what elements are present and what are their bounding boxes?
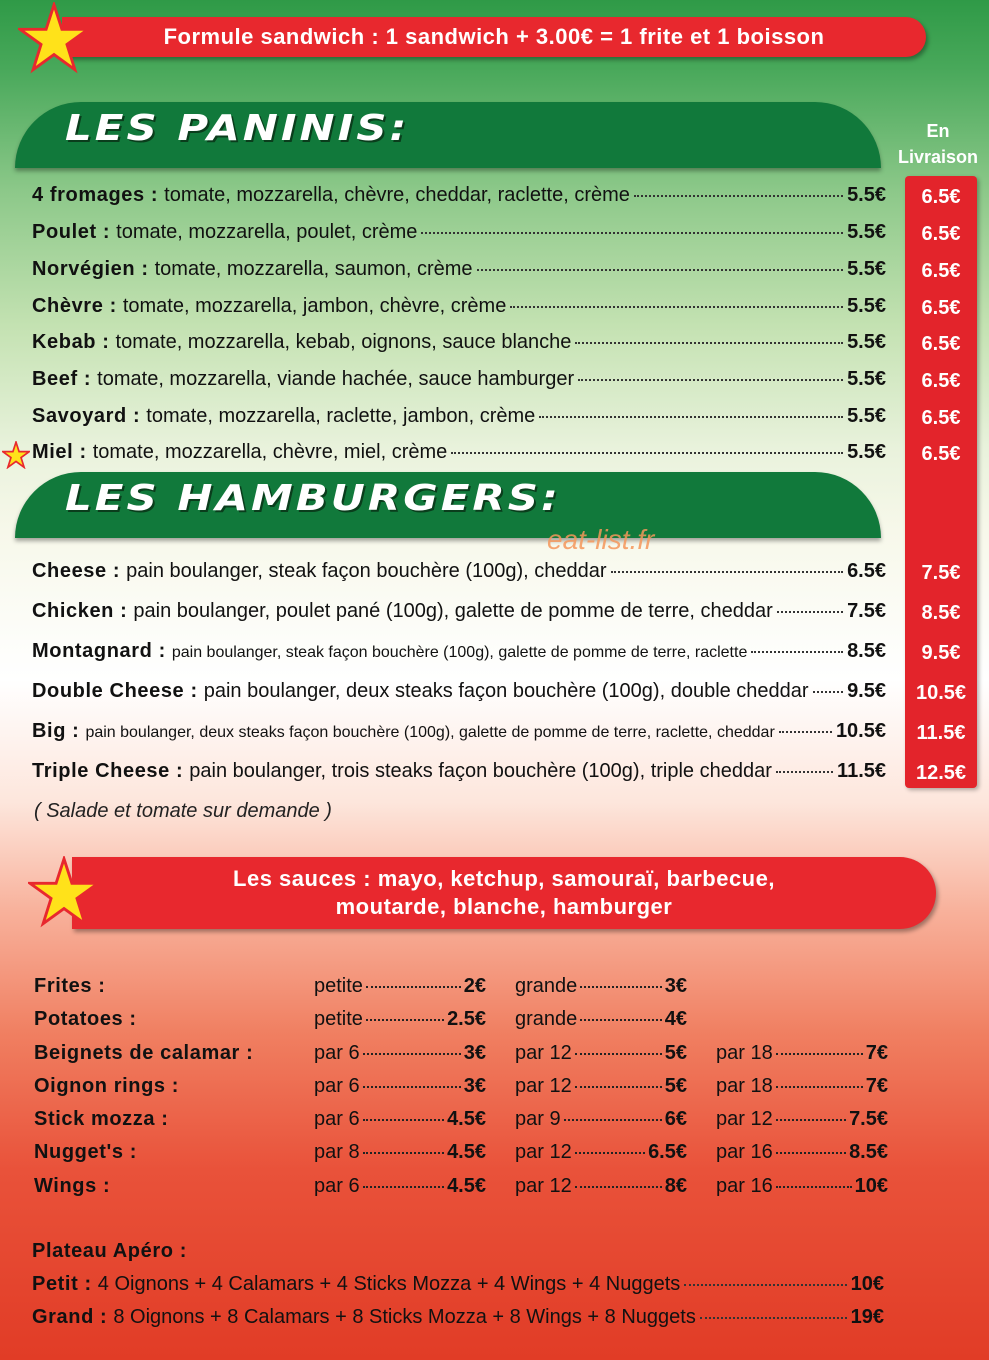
side-option <box>314 1175 486 1198</box>
dot-leader <box>539 416 843 418</box>
side-price: 10€ <box>854 1175 888 1197</box>
hamburgers-title: LES HAMBURGERS: <box>65 477 561 519</box>
delivery-header-line1: En <box>926 121 950 141</box>
item-price: 5.5€ <box>847 258 886 280</box>
delivery-header-line2: Livraison <box>897 147 979 167</box>
sauces-line2: moutarde, blanche, hamburger <box>335 894 673 919</box>
dot-leader <box>684 1284 846 1286</box>
item-name: Grand : <box>32 1306 108 1328</box>
item-price: 5.5€ <box>847 441 886 463</box>
delivery-price: 6.5€ <box>921 260 961 282</box>
side-price: 8.5€ <box>849 1141 888 1163</box>
paninis-row <box>32 368 886 391</box>
delivery-price: 7.5€ <box>921 562 961 584</box>
dot-leader <box>366 1019 444 1021</box>
dot-leader <box>363 1053 461 1055</box>
dot-leader <box>578 379 843 381</box>
hamburgers-row <box>32 720 886 743</box>
side-label: Stick mozza : <box>34 1108 169 1130</box>
item-price: 10.5€ <box>835 720 886 742</box>
side-price: 4€ <box>664 1008 687 1030</box>
formule-banner <box>62 17 926 57</box>
side-quantity: par 12 <box>515 1042 572 1064</box>
item-price: 5.5€ <box>847 405 886 427</box>
side-price: 6.5€ <box>648 1141 687 1163</box>
item-price: 5.5€ <box>847 184 886 206</box>
delivery-price: 10.5€ <box>915 682 967 704</box>
side-quantity: par 12 <box>716 1108 773 1130</box>
item-description: tomate, mozzarella, raclette, jambon, crème <box>146 405 536 427</box>
side-option <box>515 1175 687 1198</box>
side-option <box>515 1042 687 1065</box>
item-description: pain boulanger, steak façon bouchère (100g), cheddar <box>126 560 607 582</box>
item-name: Kebab : <box>32 331 110 353</box>
delivery-price: 9.5€ <box>921 642 961 664</box>
side-quantity: par 16 <box>716 1141 773 1163</box>
item-description: tomate, mozzarella, kebab, oignons, sauce blanche <box>115 331 572 353</box>
side-price: 4.5€ <box>447 1175 486 1197</box>
paninis-row <box>32 221 886 244</box>
hamburgers-header <box>15 472 881 538</box>
item-name: 4 fromages : <box>32 184 159 206</box>
item-name: Beef : <box>32 368 92 390</box>
side-quantity: grande <box>515 975 578 997</box>
plateau-title: Plateau Apéro : <box>32 1240 187 1262</box>
side-price: 8€ <box>664 1175 687 1197</box>
item-price: 5.5€ <box>847 221 886 243</box>
item-price: 5.5€ <box>847 331 886 353</box>
side-option <box>314 1042 486 1065</box>
dot-leader <box>575 1053 662 1055</box>
side-price: 6€ <box>664 1108 687 1130</box>
star-icon <box>28 856 100 928</box>
side-price: 4.5€ <box>447 1108 486 1130</box>
dot-leader <box>363 1086 461 1088</box>
side-price: 7€ <box>865 1042 888 1064</box>
item-name: Poulet : <box>32 221 111 243</box>
item-description: pain boulanger, poulet pané (100g), galette de pomme de terre, cheddar <box>133 600 773 622</box>
watermark: eat-list.fr <box>547 524 655 555</box>
side-option <box>716 1175 888 1198</box>
side-price: 3€ <box>463 1042 486 1064</box>
delivery-price: 6.5€ <box>921 186 961 208</box>
side-price: 5€ <box>664 1075 687 1097</box>
item-price: 19€ <box>850 1306 884 1328</box>
plateau-row <box>32 1273 884 1296</box>
side-option <box>314 1108 486 1131</box>
paninis-title: LES PANINIS: <box>65 107 410 149</box>
side-price: 7€ <box>865 1075 888 1097</box>
side-option <box>515 975 687 998</box>
delivery-price: 6.5€ <box>921 370 961 392</box>
dot-leader <box>813 691 843 693</box>
hamburgers-row <box>32 600 886 623</box>
dot-leader <box>634 195 843 197</box>
dot-leader <box>777 611 843 613</box>
dot-leader <box>575 342 843 344</box>
dot-leader <box>700 1317 847 1319</box>
dot-leader <box>366 986 461 988</box>
dot-leader <box>776 1119 846 1121</box>
sauces-line1: Les sauces : mayo, ketchup, samouraï, barbecue, <box>233 866 775 891</box>
dot-leader <box>564 1119 662 1121</box>
item-description: tomate, mozzarella, jambon, chèvre, crème <box>122 295 507 317</box>
side-quantity: par 18 <box>716 1075 773 1097</box>
item-price: 6.5€ <box>847 560 886 582</box>
item-description: tomate, mozzarella, chèvre, miel, crème <box>92 441 448 463</box>
item-price: 5.5€ <box>847 368 886 390</box>
item-price: 7.5€ <box>847 600 886 622</box>
item-price: 11.5€ <box>837 760 886 782</box>
dot-leader <box>776 1053 863 1055</box>
dot-leader <box>751 651 843 653</box>
dot-leader <box>451 452 843 454</box>
side-quantity: par 9 <box>515 1108 561 1130</box>
item-name: Chicken : <box>32 600 128 622</box>
item-description: 4 Oignons + 4 Calamars + 4 Sticks Mozza + 4 Wings + 4 Nuggets <box>97 1273 681 1295</box>
item-name: Chèvre : <box>32 295 117 317</box>
side-quantity: par 12 <box>515 1175 572 1197</box>
delivery-header <box>888 118 988 170</box>
plateau-row <box>32 1306 884 1329</box>
side-label: Oignon rings : <box>34 1075 180 1097</box>
dot-leader <box>776 1086 863 1088</box>
item-name: Big : <box>32 720 80 742</box>
star-icon <box>2 441 30 469</box>
dot-leader <box>776 1186 852 1188</box>
side-quantity: petite <box>314 975 363 997</box>
hamburgers-row <box>32 640 886 663</box>
item-name: Triple Cheese : <box>32 760 184 782</box>
dot-leader <box>575 1186 662 1188</box>
side-price: 7.5€ <box>849 1108 888 1130</box>
item-description: pain boulanger, steak façon bouchère (100g), galette de pomme de terre, raclette <box>171 644 748 661</box>
side-option <box>515 1141 687 1164</box>
side-quantity: par 12 <box>515 1141 572 1163</box>
item-description: pain boulanger, trois steaks façon bouchère (100g), triple cheddar <box>189 760 772 782</box>
delivery-price: 6.5€ <box>921 443 961 465</box>
side-quantity: par 6 <box>314 1108 360 1130</box>
delivery-price: 8.5€ <box>921 602 961 624</box>
side-label: Wings : <box>34 1175 111 1197</box>
dot-leader <box>510 306 843 308</box>
side-price: 4.5€ <box>447 1141 486 1163</box>
item-name: Savoyard : <box>32 405 141 427</box>
side-quantity: grande <box>515 1008 578 1030</box>
side-option <box>716 1141 888 1164</box>
item-description: tomate, mozzarella, viande hachée, sauce hamburger <box>97 368 575 390</box>
item-price: 5.5€ <box>847 295 886 317</box>
dot-leader <box>580 1019 661 1021</box>
side-label: Beignets de calamar : <box>34 1042 254 1064</box>
item-name: Double Cheese : <box>32 680 198 702</box>
dot-leader <box>779 731 832 733</box>
item-name: Miel : <box>32 441 87 463</box>
delivery-price: 11.5€ <box>916 722 966 744</box>
side-quantity: par 6 <box>314 1175 360 1197</box>
dot-leader <box>421 232 843 234</box>
delivery-price: 6.5€ <box>921 297 961 319</box>
side-option <box>716 1075 888 1098</box>
side-option <box>515 1108 687 1131</box>
side-option <box>515 1008 687 1031</box>
side-quantity: par 16 <box>716 1175 773 1197</box>
paninis-row <box>32 258 886 281</box>
dot-leader <box>575 1086 662 1088</box>
side-label: Frites : <box>34 975 106 997</box>
dot-leader <box>575 1152 645 1154</box>
delivery-price: 12.5€ <box>915 762 967 784</box>
side-option <box>314 1008 486 1031</box>
paninis-header <box>15 102 881 168</box>
side-quantity: par 18 <box>716 1042 773 1064</box>
side-option <box>515 1075 687 1098</box>
star-icon <box>18 2 90 74</box>
item-price: 9.5€ <box>847 680 886 702</box>
side-price: 3€ <box>664 975 687 997</box>
side-quantity: par 6 <box>314 1075 360 1097</box>
paninis-row <box>32 331 886 354</box>
side-price: 5€ <box>664 1042 687 1064</box>
hamburgers-row <box>32 680 886 703</box>
sauces-banner <box>72 857 936 929</box>
dot-leader <box>363 1152 444 1154</box>
side-price: 2.5€ <box>447 1008 486 1030</box>
paninis-row <box>32 441 886 464</box>
side-option <box>716 1108 888 1131</box>
side-label: Nugget's : <box>34 1141 137 1163</box>
side-price: 2€ <box>463 975 486 997</box>
item-name: Cheese : <box>32 560 121 582</box>
item-description: pain boulanger, deux steaks façon bouchère (100g), galette de pomme de terre, raclette, cheddar <box>85 724 775 741</box>
item-price: 10€ <box>850 1273 884 1295</box>
side-option <box>314 1075 486 1098</box>
side-option <box>716 1042 888 1065</box>
side-quantity: par 8 <box>314 1141 360 1163</box>
side-price: 3€ <box>463 1075 486 1097</box>
item-description: pain boulanger, deux steaks façon bouchère (100g), double cheddar <box>203 680 809 702</box>
item-description: tomate, mozzarella, poulet, crème <box>116 221 418 243</box>
dot-leader <box>776 1152 846 1154</box>
dot-leader <box>363 1186 444 1188</box>
side-quantity: par 6 <box>314 1042 360 1064</box>
item-description: tomate, mozzarella, saumon, crème <box>154 258 473 280</box>
delivery-price: 6.5€ <box>921 333 961 355</box>
side-quantity: par 12 <box>515 1075 572 1097</box>
item-name: Montagnard : <box>32 640 166 662</box>
item-price: 8.5€ <box>847 640 886 662</box>
hamburgers-note: ( Salade et tomate sur demande ) <box>34 800 332 822</box>
item-name: Norvégien : <box>32 258 149 280</box>
paninis-row <box>32 405 886 428</box>
delivery-price: 6.5€ <box>921 407 961 429</box>
delivery-price: 6.5€ <box>921 223 961 245</box>
formule-banner-text: Formule sandwich : 1 sandwich + 3.00€ = 1 frite et 1 boisson <box>163 24 825 49</box>
side-option <box>314 975 486 998</box>
item-description: tomate, mozzarella, chèvre, cheddar, raclette, crème <box>164 184 630 206</box>
dot-leader <box>611 571 844 573</box>
hamburgers-row <box>32 560 886 583</box>
side-quantity: petite <box>314 1008 363 1030</box>
paninis-row <box>32 184 886 207</box>
item-description: 8 Oignons + 8 Calamars + 8 Sticks Mozza + 8 Wings + 8 Nuggets <box>113 1306 696 1328</box>
dot-leader <box>477 269 844 271</box>
side-label: Potatoes : <box>34 1008 137 1030</box>
dot-leader <box>776 771 833 773</box>
item-name: Petit : <box>32 1273 92 1295</box>
dot-leader <box>363 1119 444 1121</box>
paninis-row <box>32 295 886 318</box>
hamburgers-row <box>32 760 886 783</box>
dot-leader <box>580 986 661 988</box>
side-option <box>314 1141 486 1164</box>
